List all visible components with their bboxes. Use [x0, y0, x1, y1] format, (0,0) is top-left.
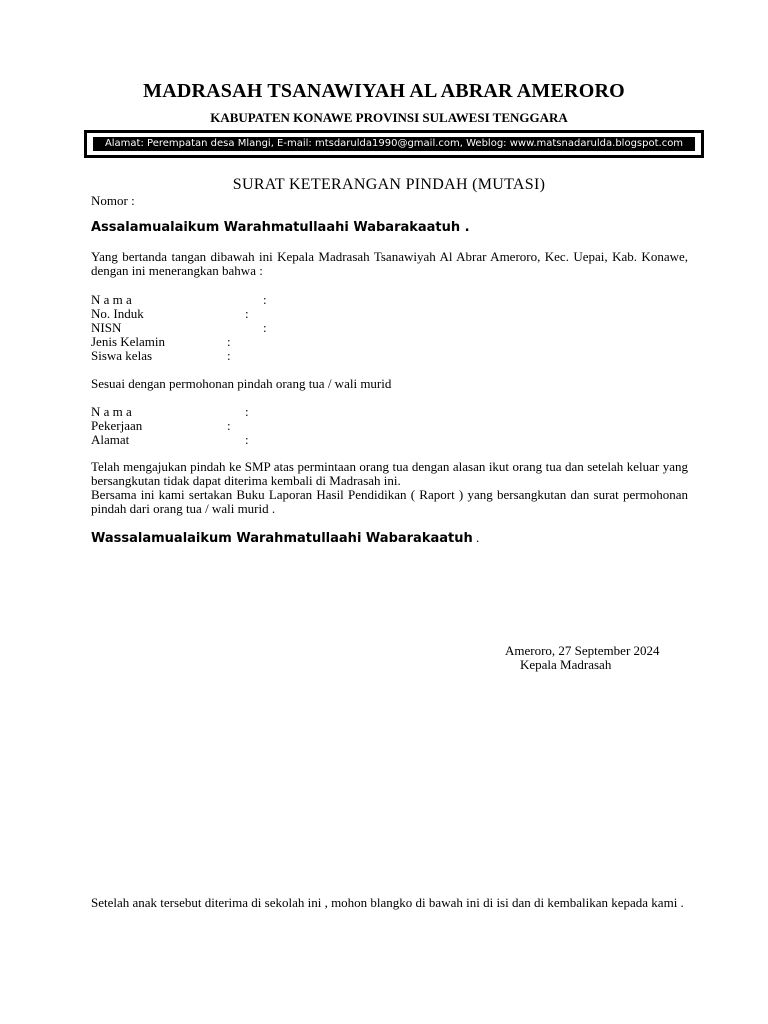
student-field-name-colon: : [263, 292, 267, 307]
footer-note-block [91, 896, 688, 910]
student-field-nisn-label: NISN [91, 320, 122, 335]
closing-period: . [472, 530, 480, 545]
body-paragraph-1: Telah mengajukan pindah ke SMP atas permintaan orang tua dengan alasan ikut orang tua dan setelah keluar yang bersangkutan tidak dapat diterima kembali di Madrasah ini. [91, 459, 688, 488]
student-field-gender-label: Jenis Kelamin [91, 334, 166, 349]
request-line: Sesuai dengan permohonan pindah orang tua / wali murid [91, 376, 392, 391]
closing-greeting: Wassalamualaikum Warahmatullaahi Wabarakaatuh [91, 531, 473, 546]
intro-paragraph [91, 250, 688, 278]
intro-text: Yang bertanda tangan dibawah ini Kepala Madrasah Tsanawiyah Al Abrar Ameroro, Kec. Uepai, Kab. Konawe, dengan ini menerangkan bahwa : [91, 249, 688, 278]
place-date: Ameroro, 27 September 2024 [505, 643, 660, 658]
address-frame [84, 130, 704, 158]
parent-field-name-label: N a m a [91, 404, 132, 419]
student-field-induk-label: No. Induk [91, 306, 144, 321]
closing-greeting-line [91, 529, 479, 547]
student-field-class-colon: : [227, 348, 231, 363]
school-name: MADRASAH TSANAWIYAH AL ABRAR AMERORO [143, 80, 625, 102]
parent-field-job-label: Pekerjaan [91, 418, 143, 433]
signer-title: Kepala Madrasah [520, 657, 612, 672]
student-field-gender-colon: : [227, 334, 231, 349]
parent-field-job-colon: : [227, 418, 231, 433]
student-field-name-label: N a m a [91, 292, 132, 307]
parent-field-name-colon: : [245, 404, 249, 419]
parent-field-address-colon: : [245, 432, 249, 447]
letter-number-label: Nomor : [91, 193, 135, 208]
opening-greeting: Assalamualaikum Warahmatullaahi Wabarakaatuh . [91, 220, 470, 235]
body-paragraphs [91, 460, 688, 516]
parent-field-address-label: Alamat [91, 432, 130, 447]
footer-note: Setelah anak tersebut diterima di sekolah ini , mohon blangko di bawah ini di isi dan di kembalikan kepada kami . [91, 895, 684, 910]
student-field-class-label: Siswa kelas [91, 348, 153, 363]
student-field-nisn-colon: : [263, 320, 267, 335]
regency-line: KABUPATEN KONAWE PROVINSI SULAWESI TENGGARA [210, 110, 568, 125]
address-line: Alamat: Perempatan desa Mlangi, E-mail: mtsdarulda1990@gmail.com, Weblog: www.matsnadarulda.blogspot.com [93, 137, 695, 151]
student-field-induk-colon: : [245, 306, 249, 321]
body-paragraph-2: Bersama ini kami sertakan Buku Laporan Hasil Pendidikan ( Raport ) yang bersangkutan dan surat permohonan pindah dari orang tua / wali murid . [91, 487, 688, 516]
letter-title: SURAT KETERANGAN PINDAH (MUTASI) [232, 176, 546, 193]
